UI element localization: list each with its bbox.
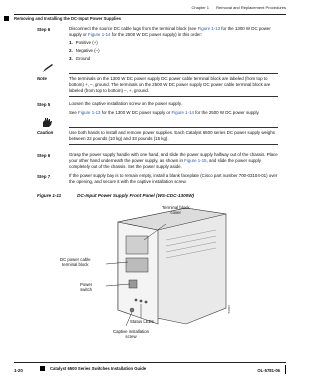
caution-top-rule [69, 127, 278, 128]
chapter-number: Chapter 1 [191, 5, 210, 10]
note-bottom-rule [69, 96, 278, 97]
list-item [69, 56, 90, 61]
step-text-part: Grasp the power supply handle with one hand, and slide the power supply halfway out of the chassis. Place your other hand underneath the power supply, as shown in [69, 152, 278, 164]
book-title: Catalyst 6500 Series Switches Installation Guide [50, 366, 147, 371]
list-text: Ground [75, 56, 91, 61]
header-marker [4, 16, 9, 21]
step-text [69, 152, 278, 171]
step-label: Step 7 [37, 174, 51, 179]
callout-power-switch: Power switch [80, 282, 93, 292]
step-text-part: Disconnect the source DC cable lugs from the terminal block (see [69, 26, 198, 31]
footer-rule [14, 362, 286, 363]
caution-bottom-rule [69, 144, 278, 145]
step-text-part: for the 1300 W DC power supply or [100, 110, 172, 115]
step-text-part: for the 2500 W DC power supply. [193, 110, 260, 115]
step-text [69, 110, 278, 116]
list-text: Positive (+) [75, 40, 98, 45]
caution-hand-icon [41, 117, 54, 128]
list-text: Negative (–) [75, 48, 100, 53]
caution-text: Use both hands to install and remove power supplies. Each Catalyst 6500 series DC power supply weighs between 22 pounds (10 kg) and 33 pounds (15 kg). [69, 130, 275, 142]
footer-marker [40, 366, 45, 371]
figure-link[interactable]: Figure 1-13 [197, 26, 221, 31]
callout-dc-cable-block: DC power cable terminal block [60, 257, 91, 267]
step-text-part: See [69, 110, 79, 115]
caution-label: Caution [37, 130, 54, 135]
step-label: Step 5 [37, 102, 51, 107]
step-text [69, 26, 278, 38]
step-text-part: , and slide the power supply completely out of the chassis. Set the power supply aside. [69, 158, 262, 170]
callout-status-leds: Status LEDs [130, 319, 154, 324]
chapter-title: Removal and Replacement Procedures [216, 5, 286, 10]
list-number: 3. [69, 56, 73, 61]
note-label: Note [37, 76, 47, 81]
section-title: Removing and Installing the DC-Input Power Supplies [14, 16, 122, 21]
running-header [185, 5, 286, 10]
figure-link[interactable]: Figure 1-13 [78, 110, 101, 115]
figure-link[interactable]: Figure 1-14 [88, 32, 111, 38]
header-rule [14, 14, 286, 15]
list-number: 2. [69, 48, 73, 53]
callout-terminal-cover: Terminal block cover [162, 205, 190, 215]
figure-title: DC-Input Power Supply Front Panel (WS-CDC-1300W) [77, 193, 195, 198]
footer-bar [285, 365, 286, 374]
figure-link[interactable]: Figure 1-14 [171, 110, 194, 115]
page-number: 1-20 [14, 368, 23, 373]
step-label: Step 6 [37, 27, 51, 32]
list-item [69, 40, 98, 45]
step-label: Step 6 [37, 153, 51, 158]
note-text: The terminals on the 1300 W DC power supply DC power cable terminal block are labeled (from top to bottom) +, –, ground. The terminals on the 2500 W DC power supply DC power cable terminal block are labeled (from top to bottom) –, +, ground. [69, 76, 271, 94]
figure-id: 59096 [227, 305, 231, 314]
note-pencil-icon [42, 63, 54, 73]
step-text: If the power supply bay is to remain empty, install a blank faceplate (Cisco part number 700-03104-01) over the opening, and secure it with the captive installation screw. [69, 173, 278, 185]
step-text-part: for the 1300 W DC power supply or [69, 26, 271, 38]
figure-number: Figure 1-11 [37, 193, 62, 198]
list-item [69, 48, 100, 53]
note-top-rule [69, 73, 278, 74]
step-text-part: for the 2500 W DC power supply) in this order: [110, 32, 203, 38]
power-supply-illustration [66, 200, 236, 330]
list-number: 1. [69, 40, 73, 45]
callout-captive-screw: Captive installation screw [113, 329, 150, 339]
document-number: OL-5781-06 [257, 368, 280, 373]
figure-caption [37, 193, 194, 198]
step-text: Loosen the captive installation screw on the power supply. [69, 101, 182, 106]
figure-link[interactable]: Figure 1-15 [184, 158, 207, 164]
